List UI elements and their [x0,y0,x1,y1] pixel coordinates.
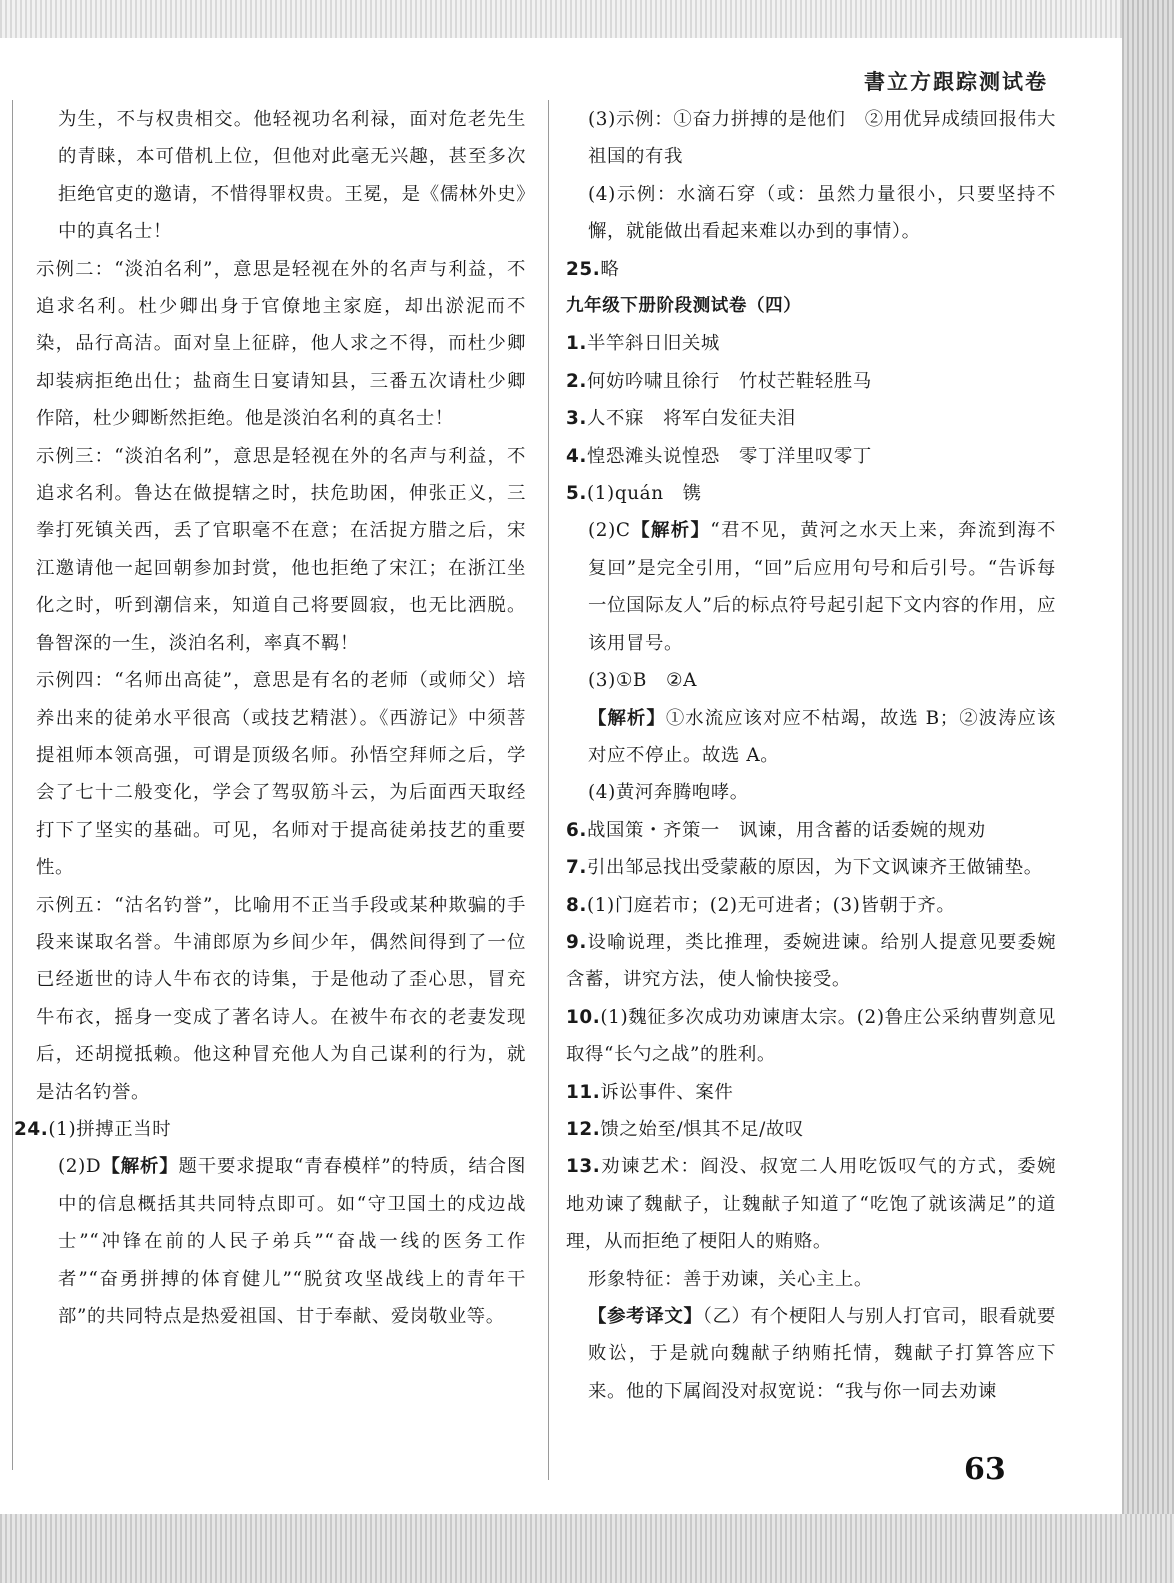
scan-border-top [0,0,1174,38]
answer-13-number: 13. [566,1156,601,1178]
answer-4-text: 惶恐滩头说惶恐 零丁洋里叹零丁 [586,445,872,467]
analysis-text: ①水流应该对应不枯竭，故选 B；②波涛应该对应不停止。故选 A。 [588,707,1057,766]
answer-2-number: 2. [566,370,587,392]
answer-12 [566,1111,1056,1148]
answer-5-part-4: (4)黄河奔腾咆哮。 [588,782,749,804]
answer-12-text: 馈之始至/惧其不足/故叹 [600,1118,804,1140]
answer-11-number: 11. [566,1081,601,1103]
answer-5-part-3: (3)①B ②A [588,670,698,692]
answer-6-number: 6. [566,819,587,841]
answer-5-part-2 [566,512,1056,662]
answer-7-number: 7. [566,857,587,879]
answer-8 [566,887,1056,924]
answer-9-number: 9. [566,931,587,953]
reference-tag: 【参考译文】 [588,1306,703,1327]
answer-12-number: 12. [566,1118,601,1140]
analysis-tag: 【解析】 [588,707,666,729]
answer-3-number: 3. [566,408,587,430]
left-paragraph-4: 示例四：“名师出高徒”，意思是有名的老师（或师父）培养出来的徒弟水平很高（或技艺精湛）。《西游记》中须菩提祖师本领高强，可谓是顶级名师。孙悟空拜师之后，学会了七十二般变化，学会了驾驭筋斗云，为后面西天取经打下了坚实的基础。可见，名师对于提高徒弟技艺的重要性。 [36,670,526,879]
answer-10-text: (1)魏征多次成功劝谏唐太宗。(2)鲁庄公采纳曹刿意见取得“长勺之战”的胜利。 [566,1006,1056,1066]
answer-11 [566,1074,1056,1111]
answer-letter: (2)D [58,1156,102,1178]
answer-4 [566,438,1056,475]
answer-10-number: 10. [566,1006,601,1028]
answer-1-text: 半竿斜日旧关城 [586,333,720,355]
question-25-number: 25. [566,258,601,280]
answer-1-number: 1. [566,333,587,355]
answer-13-text: 劝谏艺术：阎没、叔宽二人用吃饭叹气的方式，委婉地劝谏了魏献子，让魏献子知道了“吃饱了就该满足”的道理，从而拒绝了梗阳人的贿赂。 [566,1156,1056,1253]
answer-8-number: 8. [566,894,587,916]
answer-6 [566,812,1056,849]
answer-1 [566,325,1056,362]
column-divider [548,100,549,1480]
answer-2-text: 何妨吟啸且徐行 竹杖芒鞋轻胜马 [586,370,872,392]
question-24-part-2 [36,1148,526,1335]
answer-5-part-1 [566,475,1056,512]
left-paragraph-3: 示例三：“淡泊名利”，意思是轻视在外的名声与利益，不追求名利。鲁达在做提辖之时，扶危助困，伸张正义，三拳打死镇关西，丢了官职毫不在意；在活捉方腊之后，宋江邀请他一起回朝参加封赏，他也拒绝了宋江；在浙江坐化之时，听到潮信来，知道自己将要圆寂，也无比洒脱。鲁智深的一生，淡泊名利，率真不羁！ [36,445,526,654]
analysis-text: “君不见，黄河之水天上来，奔流到海不复回”是完全引用，“回”后应用句号和后引号。“告诉每一位国际友人”后的标点符号起引起下文内容的作用，应该用冒号。 [588,520,1056,654]
question-25-text: 略 [600,258,620,280]
question-24 [14,1111,526,1148]
analysis-tag: 【解析】 [630,520,711,542]
left-column [14,101,526,1335]
left-paragraph-5: 示例五：“沽名钓誉”，比喻用不正当手段或某种欺骗的手段来谋取名誉。牛浦郎原为乡间少年，偶然间得到了一位已经逝世的诗人牛布衣的诗集，于是他动了歪心思，冒充牛布衣，摇身一变成了著名诗人。在被牛布衣的老妻发现后，还胡搅抵赖。他这种冒充他人为自己谋利的行为，就是沽名钓誉。 [36,894,526,1103]
answer-5-part-3-analysis [566,700,1056,775]
answer-7 [566,849,1056,886]
answer-24-part-4: (4)示例：水滴石穿（或：虽然力量很小，只要坚持不懈，就能做出看起来难以办到的事情）。 [588,183,1056,243]
right-column [566,101,1056,1410]
answer-letter: (2)C [588,520,631,542]
page-number: 63 [964,1452,1006,1487]
section-title: 九年级下册阶段测试卷（四） [566,296,802,317]
left-paragraph-2: 示例二：“淡泊名利”，意思是轻视在外的名声与利益，不追求名利。杜少卿出身于官僚地主家庭，却出淤泥而不染，品行高洁。面对皇上征辟，他人求之不得，而杜少卿却装病拒绝出仕；盐商生日宴请知县，三番五次请杜少卿作陪，杜少卿断然拒绝。他是淡泊名利的真名士！ [36,258,526,430]
scan-border-bottom [0,1514,1174,1583]
answer-24-part-3: (3)示例：①奋力拼搏的是他们 ②用优异成绩回报伟大祖国的有我 [588,109,1056,168]
answer-4-number: 4. [566,445,587,467]
page-edge-line [12,100,13,1470]
question-24-part-1: (1)拼搏正当时 [48,1118,172,1140]
question-24-number: 24. [14,1118,49,1140]
reference-text: （乙）有个梗阳人与别人打官司，眼看就要败讼，于是就向魏献子纳贿托情，魏献子打算答应下来。他的下属阎没对叔宽说：“我与你一同去劝谏 [588,1306,1057,1402]
answer-3 [566,400,1056,437]
header-title: 書立方跟踪测试卷 [864,70,1048,94]
left-paragraph-1: 为生，不与权贵相交。他轻视功名利禄，面对危老先生的青睐，本可借机上位，但他对此毫无兴趣，甚至多次拒绝官吏的邀请，不惜得罪权贵。王冕，是《儒林外史》中的真名士！ [58,109,526,243]
answer-2 [566,363,1056,400]
answer-7-text: 引出邹忌找出受蒙蔽的原因，为下文讽谏齐王做铺垫。 [586,857,1043,879]
answer-13 [566,1148,1056,1260]
answer-9 [566,924,1056,999]
analysis-tag: 【解析】 [101,1156,179,1178]
analysis-text: 题干要求提取“青春模样”的特质，结合图中的信息概括其共同特点即可。如“守卫国土的戍边战士”“冲锋在前的人民子弟兵”“奋战一线的医务工作者”“奋勇拼搏的体育健儿”“脱贫攻坚战线上的青年干部”的共同特点是热爱祖国、甘于奉献、爱岗敬业等。 [58,1156,526,1327]
answer-10 [566,999,1056,1074]
answer-3-text: 人不寐 将军白发征夫泪 [586,408,796,430]
answer-5-number: 5. [566,483,587,505]
scan-border-right [1122,0,1174,1583]
question-25 [566,251,1056,288]
answer-6-text: 战国策・齐策一 讽谏，用含蓄的话委婉的规劝 [586,819,986,841]
answer-8-text: (1)门庭若市；(2)无可进者；(3)皆朝于齐。 [586,894,956,916]
answer-5-part-1-text: (1)quán 镌 [586,483,702,505]
answer-13-traits: 形象特征：善于劝谏，关心主上。 [588,1268,873,1290]
reference-translation [566,1298,1056,1410]
answer-9-text: 设喻说理，类比推理，委婉进谏。给别人提意见要委婉含蓄，讲究方法，使人愉快接受。 [566,931,1056,991]
answer-11-text: 诉讼事件、案件 [600,1081,734,1103]
